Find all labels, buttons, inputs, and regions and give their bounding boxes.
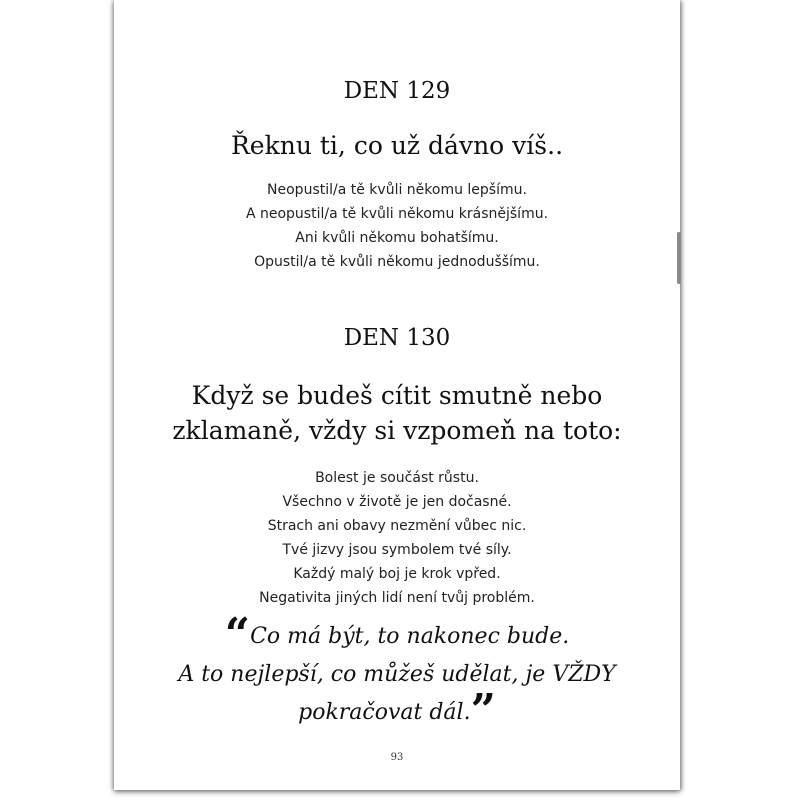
section-title-line: zklamaně, vždy si vzpomeň na toto:	[172, 416, 622, 445]
text-line: A neopustil/a tě kvůli někomu krásnějšímu.	[245, 206, 549, 222]
quote-line: A to nejlepší, co můžeš udělat, je VŽDY	[178, 662, 616, 687]
day-heading: DEN 130	[343, 325, 451, 351]
section-title	[114, 128, 680, 163]
section-title-line: Když se budeš cítit smutně nebo	[191, 381, 603, 410]
text-line: Ani kvůli někomu bohatšímu.	[295, 230, 499, 246]
text-line: Opustil/a tě kvůli někomu jednoduššímu.	[254, 254, 540, 270]
page-number: 93	[390, 752, 404, 763]
text-line: Tvé jizvy jsou symbolem tvé síly.	[282, 542, 512, 558]
quote-block	[114, 609, 680, 736]
section-text	[114, 466, 680, 610]
section-title	[114, 378, 680, 448]
section-title-line: Řeknu ti, co už dávno víš..	[230, 131, 564, 160]
open-quote-icon: “	[224, 609, 251, 660]
text-line: Všechno v životě je jen dočasné.	[282, 494, 512, 510]
section-text	[114, 178, 680, 274]
text-line: Bolest je součást růstu.	[315, 470, 479, 486]
book-page	[114, 0, 680, 790]
text-line: Strach ani obavy nezmění vůbec nic.	[267, 518, 527, 534]
text-line: Neopustil/a tě kvůli někomu lepšímu.	[267, 182, 527, 198]
text-line: Každý malý boj je krok vpřed.	[293, 566, 501, 582]
quote-line: “Co má být, to nakonec bude.	[224, 609, 570, 660]
close-quote-icon: ”	[470, 685, 496, 736]
day-heading: DEN 129	[343, 78, 451, 104]
text-line: Negativita jiných lidí není tvůj problém.	[259, 590, 535, 606]
scrollbar-thumb[interactable]	[677, 232, 681, 284]
quote-line: pokračovat dál.”	[298, 685, 496, 736]
